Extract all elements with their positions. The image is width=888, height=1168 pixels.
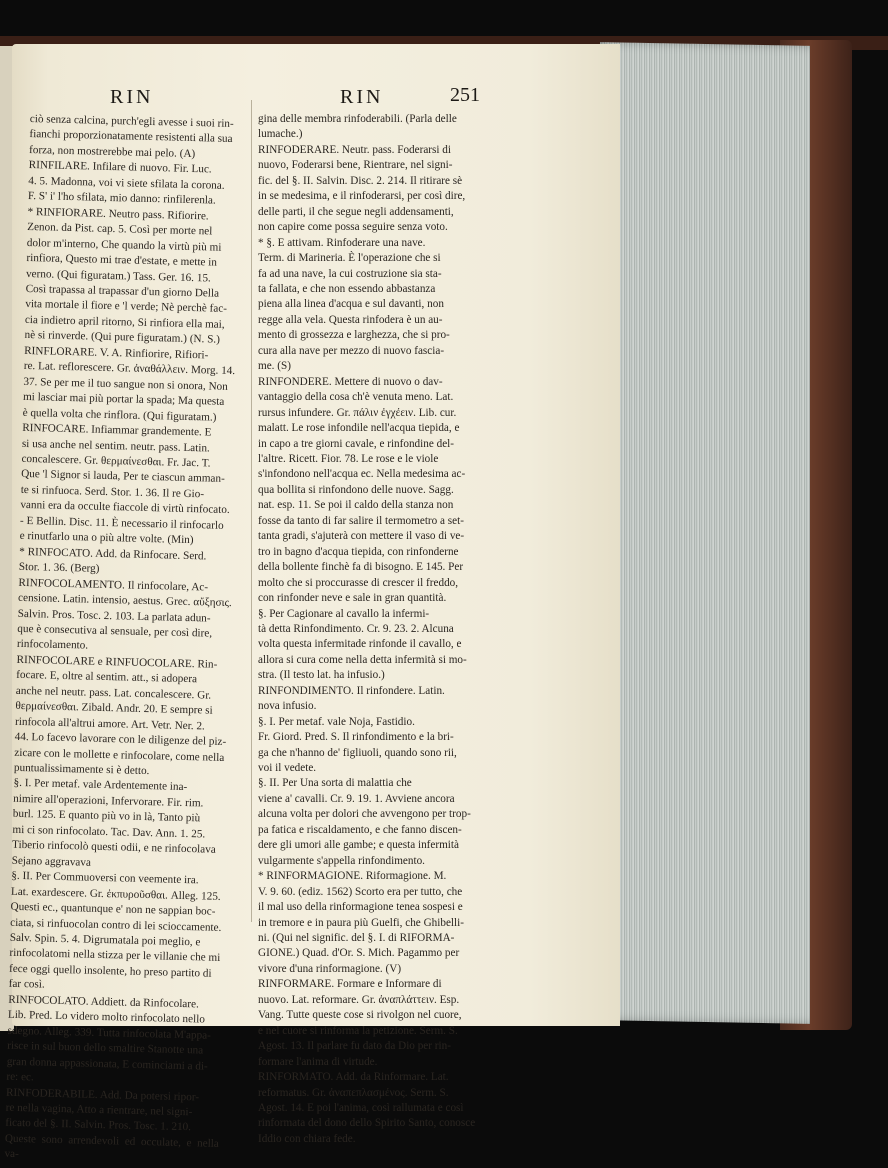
text-line: RINFOCOLAMENTO. Il rinfocolare, Ac- <box>18 576 209 594</box>
text-line: vantaggio della cosa ch'è venuta meno. Lat. <box>258 391 454 404</box>
text-line: - E Bellin. Disc. 11. È necessario il rinfocarlo <box>19 514 224 532</box>
text-line: sdegno. Alleg. 339. Tutta rinfocolata M'appa- <box>7 1024 212 1042</box>
text-line: RINFODERABILE. Add. Da potersi ripor- <box>5 1086 200 1103</box>
text-line: 37. Se per me il tuo sangue non si onora, Non <box>23 375 228 393</box>
text-line: Questi ec., quantunque e' non ne sappian boc- <box>10 900 216 918</box>
text-line: re. Lat. reflorescere. Gr. ἀναθάλλειν. Morg. 14. <box>23 360 236 378</box>
text-line: rinfiora, Questo mi trae d'estate, e mette in <box>26 252 218 269</box>
text-line: formare l'anima di virtude. <box>258 1055 378 1068</box>
text-line: V. 9. 60. (ediz. 1562) Scorto era per tutto, che <box>258 885 463 898</box>
text-line: anche nel neutr. pass. Lat. concalescere. Gr. <box>15 684 212 702</box>
text-line: mi lasciar mai più portar la spada; Ma questa <box>22 391 225 408</box>
text-line: e nel cuore si rinforma la petizione. Serm. S. <box>258 1024 458 1037</box>
text-line: Tiberio rinfocolò questi odii, e ne rinfocolava <box>11 839 216 857</box>
text-line: θερμαίνεσθαι. Zibald. Andr. 20. E sempre si <box>15 700 213 717</box>
left-text-column <box>4 112 244 1168</box>
text-line: il mal uso della rinformagione tenea sospesi e <box>258 901 463 914</box>
text-line: e rinutfarlo una o più altre volte. (Min) <box>19 530 194 547</box>
text-line: ni. (Qui nel signific. del §. I. di RIFORMA- <box>258 932 455 945</box>
text-line: fic. del §. II. Salvin. Disc. 2. 214. Il ritirare sè <box>258 174 463 187</box>
text-line: RINFODERARE. Neutr. pass. Foderarsi di <box>258 143 451 156</box>
text-line: reformatus. Gr. ἀναπεπλασμένος. Serm. S. <box>258 1086 449 1099</box>
text-line: zicare con le mollette e rinfocolare, come nella <box>14 746 225 764</box>
text-line: ta fallata, e che non essendo abbastanza <box>258 282 436 295</box>
text-line: F. S' i' l'ho sfilata, mio danno: rinfilerenla. <box>27 190 216 207</box>
text-line: nova infusio. <box>258 700 317 713</box>
text-line: malatt. Le rose infondile nell'acqua tiepida, e <box>258 422 460 435</box>
text-line: Iddio con chiara fede. <box>258 1132 356 1145</box>
text-line: nat. esp. 11. Se poi il caldo della stanza non <box>258 499 454 512</box>
text-line: RINFORMARE. Formare e Informare di <box>258 978 442 991</box>
text-line: focare. E, oltre al sentim. att., si adopera <box>16 669 198 686</box>
text-line: Fr. Giord. Pred. S. Il rinfondimento e la bri- <box>258 731 454 744</box>
text-line: Lat. exardescere. Gr. ἐκπυροῦσθαι. Alleg. 125. <box>10 885 221 903</box>
text-line: Agost. 14. E poi l'anima, così rallumata e così <box>258 1102 464 1114</box>
text-line: §. II. Per Una sorta di malattia che <box>258 777 412 790</box>
text-line: vita mortale il fiore e 'l verde; Nè perchè fac- <box>25 298 228 316</box>
text-line: s'infondono nell'acqua ec. Nella medesima ac- <box>258 468 466 481</box>
text-line: nimire all'operazioni, Infervorare. Fir. rim. <box>13 792 204 810</box>
text-line: alcuna volta per dolori che avvengono per trop- <box>258 808 471 821</box>
text-line: burl. 125. E quanto più vo in là, Tanto più <box>12 808 201 825</box>
text-line: si usa anche nel sentim. neutr. pass. Latin. <box>21 437 210 455</box>
text-line: piena alla linea d'acqua e sul davanti, non <box>258 298 444 311</box>
text-line: RINFLORARE. V. A. Rinfiorire, Rifiori- <box>24 344 209 362</box>
text-line: forza, non mostrerebbe mai pelo. (A) <box>28 143 196 160</box>
text-line: risce in sul buon dello smaltire Stanotte una <box>7 1039 204 1057</box>
text-line: Agost. 13. Il parlare fu dato da Dio per rin- <box>258 1040 451 1053</box>
text-line: RINFOCARE. Infiammar grandemente. E <box>22 421 212 439</box>
text-line: nuovo, Foderarsi bene, Rientrare, nel signi- <box>258 159 453 172</box>
text-line: fa ad una nave, la cui costruzione sia sta- <box>258 267 442 280</box>
text-line: verno. (Qui figuratam.) Tass. Ger. 16. 15. <box>25 267 211 284</box>
text-line: GIONE.) Quad. d'Or. S. Mich. Pagammo per <box>258 947 460 960</box>
text-line: §. I. Per metaf. vale Noja, Fastidio. <box>258 715 415 728</box>
text-line: con rinfonder neve e sale in gran quantità. <box>258 592 447 605</box>
text-line: Que 'l Signor si lauda, Per te ciascun amman- <box>20 468 225 486</box>
text-line: tanta gradi, s'ajuterà con mettere il vaso di ve- <box>258 530 465 543</box>
text-line: * §. E attivam. Rinfoderare una nave. <box>258 236 426 249</box>
text-line: Lib. Pred. Lo videro molto rinfocolato nello <box>7 1009 206 1026</box>
text-line: Vang. Tutte queste cose si rivolgon nel cuore, <box>258 1009 462 1022</box>
text-line: nè si rinverde. (Qui pure figuratam.) (N. S.) <box>24 329 221 347</box>
text-line: rinfocolamento. <box>16 638 89 652</box>
text-line: cia indietro april ritorno, Si rinfiora ella mai, <box>24 313 225 331</box>
text-line: ciata, si rinfuocolan contro di lei scioccamente. <box>10 916 222 934</box>
text-line: te si rinfuoca. Serd. Stor. 1. 36. Il re Gio- <box>20 483 205 501</box>
text-line: 44. Lo facevo lavorare con le diligenze del piz- <box>14 730 227 749</box>
text-line: nuovo. Lat. reformare. Gr. ἀναπλάττειν. Esp. <box>258 993 460 1006</box>
text-line: far così. <box>8 978 45 991</box>
text-line: mento di grossezza e larghezza, che si pro- <box>258 329 450 342</box>
text-line: in se medesima, e il rinfoderarsi, per così dire, <box>258 190 466 203</box>
text-line: gina delle membra rinfoderabili. (Parla delle <box>258 113 457 125</box>
text-line: fosse da tanto di far salire il termometro a set- <box>258 514 464 527</box>
text-line: ciò senza calcina, purch'egli avesse i suoi rin- <box>29 112 234 130</box>
text-line: dolor m'interno, Che quando la virtù più mi <box>26 236 222 254</box>
page-block-edge <box>600 42 810 1024</box>
text-line: RINFOCOLARE e RINFUOCOLARE. Rin- <box>16 653 218 671</box>
right-text-column <box>258 112 490 1147</box>
text-line: concalescere. Gr. θερμαίνεσθαι. Fr. Jac. T. <box>21 452 211 470</box>
column-divider <box>251 100 252 922</box>
text-line: della bollente finchè fa di bisogno. E 145. Per <box>258 561 464 574</box>
text-line: non capire come possa seguire senza voto. <box>258 221 448 234</box>
text-line: voi il vedete. <box>258 762 317 775</box>
text-line: vanni era da occulte fiaccole di virtù rinfocato. <box>20 499 230 517</box>
text-line: me. (S) <box>258 360 291 373</box>
text-line: delle parti, il che segue negli addensamenti, <box>258 205 454 218</box>
text-line: gran donna appassionata, E cominciami a di- <box>6 1055 208 1073</box>
text-line: tà detta Rinfondimento. Cr. 9. 23. 2. Alcuna <box>258 622 454 635</box>
text-line: stra. (Il testo lat. ha infusio.) <box>258 669 385 682</box>
text-line: * RINFOCATO. Add. da Rinfocare. Serd. <box>19 545 207 563</box>
text-line: RINFILARE. Infilare di nuovo. Fir. Luc. <box>28 159 212 176</box>
text-line: §. II. Per Commuoversi con veemente ira. <box>11 869 199 887</box>
text-line: RINFORMATO. Add. da Rinformare. Lat. <box>258 1071 449 1084</box>
text-line: Sejano aggravava <box>11 854 92 869</box>
text-line: §. Per Cagionare al cavallo la infermi- <box>258 607 430 620</box>
text-line: §. I. Per metaf. vale Ardentemente ina- <box>13 777 188 794</box>
running-head-right: RIN <box>340 86 384 108</box>
text-line: Term. di Marineria. È l'operazione che si <box>258 252 441 265</box>
text-line: viene a' cavalli. Cr. 9. 19. 1. Avviene ancora <box>258 792 455 805</box>
text-line: qua bollita si rinfondono delle nuove. Sagg. <box>258 483 454 496</box>
text-line: Zenon. da Pist. cap. 5. Così per morte nel <box>27 221 213 238</box>
text-line: fece oggi quello insolente, ho preso partito di <box>8 962 212 980</box>
text-line: RINFOCOLATO. Addiett. da Rinfocolare. <box>8 993 199 1011</box>
page-number: 251 <box>450 84 480 106</box>
text-line: volta questa infermitade rinfonde il cavallo, e <box>258 638 462 651</box>
text-line: in tremore e in paura più Guelfi, che Ghibelli- <box>258 916 464 929</box>
text-line: tro in bagno d'acqua tiepida, con rinfonderne <box>258 545 459 558</box>
text-line: rinfocolatomi nella stizza per le villanie che mi <box>9 947 221 965</box>
text-line: regge alla vela. Questa rinfodera è un au- <box>258 313 443 326</box>
text-line: mi ci son rinfocolato. Tac. Dav. Ann. 1. 25. <box>12 823 206 841</box>
text-line: rinfocola all'altrui amore. Art. Vetr. Ner. 2. <box>14 715 205 733</box>
text-line: puntualissimamente si è detto. <box>13 761 150 778</box>
text-line: RINFONDERE. Mettere di nuovo o dav- <box>258 375 443 388</box>
text-line: ficato del §. II. Salvin. Pros. Tosc. 1. 210. <box>5 1117 192 1134</box>
text-line: vulgarmente s'appella rinfondimento. <box>258 854 425 867</box>
text-line: * RINFORMAGIONE. Riformagione. M. <box>258 870 447 883</box>
text-line: Salv. Spin. 5. 4. Digrumatala poi meglio, e <box>9 931 201 949</box>
text-line: vivore d'una rinformagione. (V) <box>258 962 402 975</box>
text-line: cura alla nave per mezzo di nuovo fascia- <box>258 344 445 357</box>
text-line: 4. 5. Madonna, voi vi siete sfilata la corona. <box>28 174 225 192</box>
text-line: dere gli umori alle gambe; e questa infermità <box>258 839 459 852</box>
text-line: è quella volta che rinflora. (Qui figuratam.) <box>22 406 217 424</box>
text-line: molto che si proccurasse di crescer il freddo, <box>258 576 459 589</box>
text-line: que è consecutiva al sensuale, per così dire, <box>17 622 213 640</box>
text-line: ga che n'hanno de' figliuoli, quando sono rii, <box>258 746 457 759</box>
text-line: * RINFIORARE. Neutro pass. Rifiorire. <box>27 205 209 223</box>
text-line: rinformata del dono dello Spirito Santo, conosce <box>258 1117 476 1130</box>
running-head-left: RIN <box>110 86 154 108</box>
text-line: fianchi proporzionatamente resistenti alla sua <box>29 128 233 146</box>
text-line: rursus infundere. Gr. πάλιν ἐγχέειν. Lib. cur. <box>258 406 457 419</box>
text-line: Salvin. Pros. Tosc. 2. 103. La parlata adun- <box>17 607 211 625</box>
text-line: pa fatica e riscaldamento, e che fanno discen- <box>258 823 462 836</box>
text-line: lumache.) <box>258 128 303 141</box>
text-line: censione. Latin. intensio, aestus. Grec. αὔξησις. <box>17 591 232 610</box>
text-line: l'altre. Ricett. Fior. 78. Le rose e le viole <box>258 452 439 465</box>
text-line: allora si cura come nella detta infermità si mo- <box>258 653 467 666</box>
text-line: Stor. 1. 36. (Berg) <box>18 561 100 575</box>
text-line: Così trapassa al trapassar d'un giorno Della <box>25 282 220 300</box>
text-line: re: ec. <box>6 1070 34 1084</box>
text-line: Queste sono arrendevoli ed occulate, e nella va- <box>4 1132 219 1161</box>
text-line: in capo a tre giorni cavale, e rinfondine del- <box>258 437 455 450</box>
text-line: re nella vagina, Atto a rientrare, nel signi- <box>5 1101 193 1119</box>
text-line: RINFONDIMENTO. Il rinfondere. Latin. <box>258 684 445 697</box>
